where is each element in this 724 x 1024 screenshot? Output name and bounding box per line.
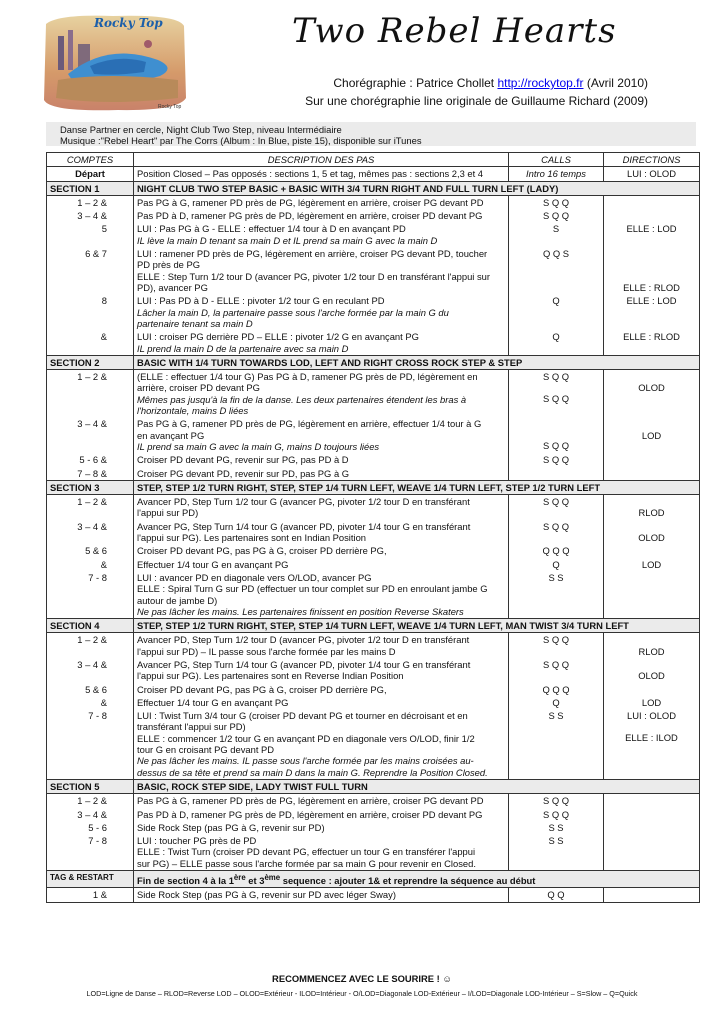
step-call-value: Q Q S [542, 248, 570, 260]
depart-calls: Intro 16 temps [509, 167, 604, 181]
step-row [47, 834, 700, 870]
step-row [47, 571, 700, 619]
step-description [134, 209, 509, 222]
step-direction [604, 495, 700, 520]
step-call [509, 558, 604, 571]
step-count: 7 - 8 [47, 571, 134, 619]
step-direction-value: ELLE : RLOD [623, 282, 680, 294]
tag-title-b: et 3 [245, 875, 265, 887]
step-call [509, 195, 604, 209]
step-description-line: Pas PD à D, ramener PG près de PD, légèrement en arrière, croiser PD devant PG [137, 808, 483, 820]
step-description-line: LUI : Pas PD à D - ELLE : pivoter 1/2 tour G en reculant PD [137, 295, 385, 307]
section-label: SECTION 4 [47, 619, 134, 633]
step-call-value: S S [548, 571, 564, 583]
step-count: 1 – 2 & [47, 370, 134, 418]
step-note: l'horizontale, mains D liées [137, 405, 249, 417]
step-call-value: Q [552, 558, 560, 570]
step-description-line: LUI : ramener PD près de PG, légèrement en arrière, croiser PG devant PD, toucher [137, 248, 488, 260]
step-description-line: Side Rock Step (pas PG à G, revenir sur PD) [137, 821, 325, 833]
step-call-value: S Q Q [542, 658, 570, 670]
step-description-line: sur PG) – ELLE passe sous l'arche formée par sa main G pour revenir en Closed. [137, 857, 476, 869]
step-row [47, 821, 700, 834]
step-row [47, 195, 700, 209]
step-description-line: l'appui sur PD) [137, 507, 199, 519]
step-row [47, 467, 700, 481]
step-description-line: (ELLE : effectuer 1/4 tour G) Pas PG à D, ramener PG près de PD, légèrement en [137, 371, 478, 383]
depart-direction: LUI : OLOD [604, 167, 700, 181]
step-direction [604, 544, 700, 557]
step-call [509, 696, 604, 709]
step-direction-value: ELLE : RLOD [623, 331, 680, 343]
step-description [134, 294, 509, 330]
section-header-row [47, 355, 700, 369]
section-header-row [47, 619, 700, 633]
step-call [509, 495, 604, 520]
step-direction [604, 558, 700, 571]
step-call [509, 633, 604, 658]
step-note: dessus de sa tête et prend sa main D dans la main G. Reprendre la Position Closed. [137, 766, 488, 778]
step-description-line: Effectuer 1/4 tour G en avançant PG [137, 558, 289, 570]
step-call [509, 247, 604, 294]
step-count: 3 – 4 & [47, 808, 134, 821]
depart-row [47, 167, 700, 181]
step-call [509, 658, 604, 683]
section-label: SECTION 2 [47, 355, 134, 369]
step-row [47, 794, 700, 808]
step-row [47, 808, 700, 821]
step-description [134, 683, 509, 696]
step-description-line: PD près de PG [137, 259, 201, 271]
step-direction-value: OLOD [638, 670, 665, 682]
step-description [134, 495, 509, 520]
step-description-line: autour de jambe D) [137, 594, 218, 606]
step-direction [604, 467, 700, 481]
step-direction-value: ELLE : LOD [626, 295, 677, 307]
step-count: 6 & 7 [47, 247, 134, 294]
step-description-line: l'appui sur PG). Les partenaires sont en Reverse Indian Position [137, 670, 404, 682]
step-call-value: Q [552, 331, 560, 343]
footer-slogan: RECOMMENCEZ AVEC LE SOURIRE ! ☺ [272, 973, 452, 984]
step-description [134, 794, 509, 808]
step-direction-value: RLOD [638, 645, 665, 657]
section-title: STEP, STEP 1/2 TURN RIGHT, STEP, STEP 1/4 TURN LEFT, WEAVE 1/4 TURN LEFT, STEP 1/2 TURN LEFT [134, 480, 700, 494]
step-call [509, 571, 604, 619]
step-description [134, 709, 509, 779]
step-count: 7 - 8 [47, 834, 134, 870]
step-description [134, 467, 509, 481]
step-direction [604, 370, 700, 418]
section-label: SECTION 1 [47, 181, 134, 195]
step-call-value: S S [548, 821, 564, 833]
step-call-value-2: S Q Q [542, 393, 570, 405]
tag-title-sup1: ère [233, 873, 246, 883]
step-call [509, 453, 604, 466]
table-header-row [47, 153, 700, 167]
step-description [134, 544, 509, 557]
step-description-line: Pas PD à D, ramener PG près de PD, légèrement en arrière, croiser PD devant PG [137, 210, 483, 222]
step-direction-value: OLOD [638, 532, 665, 544]
step-direction-value: LOD [641, 558, 662, 570]
dance-info-box [46, 122, 696, 146]
step-row [47, 209, 700, 222]
step-description [134, 571, 509, 619]
step-row [47, 417, 700, 453]
step-description-line: en avançant PG [137, 429, 205, 441]
original-choreography-line: Sur une chorégraphie line originale de Guillaume Richard (2009) [305, 94, 648, 108]
step-direction [604, 658, 700, 683]
step-description-line: Croiser PG devant PD, revenir sur PD, pas PG à G [137, 467, 350, 479]
step-call [509, 544, 604, 557]
step-call-value: S [552, 223, 560, 235]
step-call [509, 294, 604, 330]
step-description-line: arrière, croiser PD devant PG [137, 382, 260, 394]
step-call-value: S S [548, 835, 564, 847]
step-description-line: ELLE : Twist Turn (croiser PD devant PG, effectuer un tour G en transférer l'appui [137, 846, 476, 858]
step-description [134, 696, 509, 709]
step-description-line: Effectuer 1/4 tour G en avançant PG [137, 696, 289, 708]
step-direction [604, 794, 700, 808]
step-direction-value: LOD [641, 696, 662, 708]
step-row [47, 696, 700, 709]
step-count: 1 – 2 & [47, 195, 134, 209]
step-call-value: S Q Q [542, 634, 570, 646]
choreographer-line [333, 78, 648, 89]
step-count: 1 – 2 & [47, 495, 134, 520]
section-header-row [47, 480, 700, 494]
step-direction [604, 417, 700, 453]
step-row [47, 330, 700, 355]
step-note: Ne pas lâcher les mains. Les partenaires finissent en position Reverse Skaters [137, 605, 464, 617]
tag-restart-header-row [47, 871, 700, 888]
step-direction [604, 330, 700, 355]
step-direction [604, 571, 700, 619]
step-sheet-table [46, 152, 700, 903]
step-description [134, 222, 509, 247]
section-title: NIGHT CLUB TWO STEP BASIC + BASIC WITH 3/4 TURN RIGHT AND FULL TURN LEFT (LADY) [134, 181, 700, 195]
step-direction [604, 453, 700, 466]
step-count: 1 – 2 & [47, 633, 134, 658]
section-label: SECTION 5 [47, 779, 134, 793]
step-call [509, 794, 604, 808]
step-direction-value: ELLE : LOD [626, 223, 677, 235]
step-row [47, 222, 700, 247]
tag-title-sup2: ème [264, 873, 281, 883]
section-title: BASIC WITH 1/4 TURN TOWARDS LOD, LEFT AND RIGHT CROSS ROCK STEP & STEP [134, 355, 700, 369]
logo-text: Rocky Top [94, 16, 163, 30]
step-direction [604, 821, 700, 834]
section-title: BASIC, ROCK STEP SIDE, LADY TWIST FULL TURN [134, 779, 700, 793]
step-description [134, 520, 509, 545]
step-description-line: LUI : avancer PD en diagonale vers O/LOD, avancer PG [137, 571, 372, 583]
step-count: 3 – 4 & [47, 658, 134, 683]
step-description-line: Croiser PD devant PG, pas PG à G, croiser PD derrière PG, [137, 683, 387, 695]
step-call-value: S Q Q [542, 520, 570, 532]
rockytop-link[interactable]: http://rockytop.fr [497, 76, 584, 90]
table-body [47, 167, 700, 902]
step-call [509, 520, 604, 545]
step-row [47, 520, 700, 545]
step-description-line: ELLE : commencer 1/2 tour G en avançant PD en diagonale vers O/LOD, finir 1/2 [137, 732, 475, 744]
step-direction [604, 520, 700, 545]
dance-title: Two Rebel Hearts [292, 11, 617, 51]
step-description-line: LUI : toucher PG près de PD [137, 835, 257, 847]
step-call-value: S Q Q [542, 371, 570, 383]
step-description-line: PD), avancer PG [137, 281, 208, 293]
step-call-value: S Q Q [542, 795, 570, 807]
tag-label: TAG & RESTART [47, 871, 134, 888]
step-description [134, 195, 509, 209]
step-call [509, 821, 604, 834]
tag-count: 1 & [47, 888, 134, 902]
step-call [509, 222, 604, 247]
step-call-value: S Q Q [542, 808, 570, 820]
step-count: 8 [47, 294, 134, 330]
footer-legend: LOD=Ligne de Danse – RLOD=Reverse LOD – OLOD=Extérieur - ILOD=Intérieur - O/LOD=Diagonale LOD-Extérieur – I/LOD=Diagonale LOD-Intérieur – S=Slow – Q=Quick [86, 989, 638, 998]
header-directions: DIRECTIONS [604, 153, 700, 167]
tag-title-c: sequence : ajouter 1& et reprendre la séquence au début [280, 875, 536, 887]
step-direction-value: LUI : OLOD [627, 710, 676, 722]
step-direction-value: RLOD [638, 507, 665, 519]
header-description: DESCRIPTION DES PAS [134, 153, 509, 167]
step-description-line: ELLE : Spiral Turn G sur PD (effectuer un tour complet sur PD en enroulant jambe G [137, 583, 488, 595]
step-description [134, 808, 509, 821]
step-description-line: Avancer PD, Step Turn 1/2 tour D (avancer PG, pivoter 1/2 tour D en transférant [137, 634, 470, 646]
step-direction [604, 709, 700, 779]
step-direction [604, 633, 700, 658]
choreographer-text: Chorégraphie : Patrice Chollet [333, 76, 498, 90]
step-description-line: ELLE : Step Turn 1/2 tour D (avancer PG, pivoter 1/2 tour D en transférant l'appui sur [137, 270, 491, 282]
step-row [47, 633, 700, 658]
step-row [47, 558, 700, 571]
step-description-line: Croiser PD devant PG, revenir sur PG, pas PD à D [137, 454, 349, 466]
step-description-line: l'appui sur PG). Les partenaires sont en Indian Position [137, 532, 367, 544]
step-note: Mêmes pas jusqu'à la fin de la danse. Les deux partenaires étendent les bras à [137, 393, 467, 405]
step-direction [604, 195, 700, 209]
step-call-value: Q [552, 696, 560, 708]
step-description [134, 247, 509, 294]
step-row [47, 495, 700, 520]
step-note: IL prend sa main G avec la main G, mains D toujours liées [137, 440, 380, 452]
tag-title-a: Fin de section 4 à la 1 [137, 875, 234, 887]
step-direction [604, 222, 700, 247]
depart-description: Position Closed – Pas opposés : sections 1, 5 et tag, mêmes pas : sections 2,3 et 4 [134, 167, 509, 181]
step-call [509, 467, 604, 481]
step-row [47, 370, 700, 418]
step-description-line: LUI : croiser PG derrière PD – ELLE : pivoter 1/2 G en avançant PG [137, 331, 419, 343]
section-title: STEP, STEP 1/2 TURN RIGHT, STEP, STEP 1/4 TURN LEFT, WEAVE 1/4 TURN LEFT, MAN TWIST 3/4 TURN LEFT [134, 619, 700, 633]
step-call-value: S S [548, 710, 564, 722]
step-call [509, 209, 604, 222]
step-call-value: S Q Q [542, 496, 570, 508]
step-row [47, 453, 700, 466]
step-call-value-2: S Q Q [542, 440, 570, 452]
step-note: IL lève la main D tenant sa main D et IL prend sa main G avec la main D [137, 234, 438, 246]
step-row [47, 247, 700, 294]
step-row [47, 658, 700, 683]
step-count: 5 - 6 [47, 821, 134, 834]
step-count: 7 - 8 [47, 709, 134, 779]
step-count: & [47, 696, 134, 709]
step-direction [604, 808, 700, 821]
music-line: Musique :"Rebel Heart" par The Corrs (Album : In Blue, piste 15), disponible sur iTunes [60, 135, 422, 146]
step-call-value: S Q Q [542, 210, 570, 222]
step-call-value: Q Q Q [542, 683, 570, 695]
step-description-line: Pas PG à G, ramener PD près de PG, légèrement en arrière, croiser PG devant PD [137, 795, 484, 807]
step-description [134, 558, 509, 571]
step-direction [604, 247, 700, 294]
step-description [134, 330, 509, 355]
step-description [134, 658, 509, 683]
step-note: Ne pas lâcher les mains. IL passe sous l'arche formée par les mains croisées au- [137, 755, 474, 767]
step-direction [604, 209, 700, 222]
step-description-line: Avancer PD, Step Turn 1/2 tour G (avancer PG, pivoter 1/2 tour D en transférant [137, 496, 470, 508]
section-header-row [47, 181, 700, 195]
step-call [509, 330, 604, 355]
step-count: & [47, 558, 134, 571]
step-count: 5 - 6 & [47, 453, 134, 466]
step-note: IL prend la main D de la partenaire avec sa main D [137, 342, 349, 354]
step-count: & [47, 330, 134, 355]
step-call [509, 417, 604, 453]
step-description-line: LUI : Pas PG à G - ELLE : effectuer 1/4 tour à D en avançant PD [137, 223, 406, 235]
step-description-line: l'appui sur PD) – IL passe sous l'arche formée par les mains D [137, 645, 396, 657]
step-direction-value: OLOD [638, 382, 665, 394]
step-description [134, 834, 509, 870]
logo-small-text: Rocky Top [158, 104, 182, 110]
step-count: 3 – 4 & [47, 209, 134, 222]
step-direction-value-2: ELLE : ILOD [625, 732, 678, 744]
step-description-line: LUI : Twist Turn 3/4 tour G (croiser PD devant PG et tourner en décroisant et en [137, 710, 468, 722]
step-call-value: S Q Q [542, 196, 570, 208]
step-count: 1 – 2 & [47, 794, 134, 808]
tag-description: Side Rock Step (pas PG à G, revenir sur PD avec léger Sway) [134, 888, 509, 902]
step-direction-value: LOD [641, 429, 662, 441]
step-direction [604, 834, 700, 870]
step-row [47, 544, 700, 557]
tag-title [134, 871, 700, 888]
tag-direction [604, 888, 700, 902]
step-row [47, 683, 700, 696]
step-description [134, 821, 509, 834]
step-call [509, 808, 604, 821]
step-description-line: Avancer PG, Step Turn 1/4 tour G (avancer PD, pivoter 1/4 tour G en transférant [137, 658, 471, 670]
choreography-date: (Avril 2010) [583, 76, 648, 90]
tag-call: Q Q [509, 888, 604, 902]
section-header-row [47, 779, 700, 793]
step-call [509, 709, 604, 779]
depart-label: Départ [47, 167, 134, 181]
step-count: 3 – 4 & [47, 520, 134, 545]
step-direction [604, 294, 700, 330]
step-direction [604, 683, 700, 696]
rocky-top-logo [38, 14, 188, 112]
dance-style-line: Danse Partner en cercle, Night Club Two Step, niveau Intermédiaire [60, 124, 342, 135]
step-note: partenaire tenant sa main D [137, 317, 253, 329]
step-call [509, 834, 604, 870]
step-count: 5 [47, 222, 134, 247]
step-description-line: Avancer PG, Step Turn 1/4 tour G (avancer PD, pivoter 1/4 tour G en transférant [137, 520, 471, 532]
step-description-line: transférant l'appui sur PD) [137, 721, 246, 733]
step-call-value: Q [552, 295, 560, 307]
step-count: 5 & 6 [47, 544, 134, 557]
step-note: Lâcher la main D, la partenaire passe sous l'arche formée par la main G du [137, 306, 449, 318]
step-description-line: tour G en croisant PG devant PD [137, 744, 275, 756]
step-description-line: Croiser PD devant PG, pas PG à G, croiser PD derrière PG, [137, 545, 387, 557]
step-row [47, 294, 700, 330]
step-description [134, 453, 509, 466]
header-counts: COMPTES [47, 153, 134, 167]
section-label: SECTION 3 [47, 480, 134, 494]
step-call-value: Q Q Q [542, 545, 570, 557]
step-description [134, 633, 509, 658]
step-call [509, 370, 604, 418]
step-count: 7 – 8 & [47, 467, 134, 481]
step-description-line: Pas PG à G, ramener PD près de PG, légèrement en arrière, effectuer 1/4 tour à G [137, 418, 482, 430]
step-row [47, 709, 700, 779]
step-call-value: S Q Q [542, 454, 570, 466]
step-description [134, 417, 509, 453]
step-description [134, 370, 509, 418]
step-count: 3 – 4 & [47, 417, 134, 453]
header-calls: CALLS [509, 153, 604, 167]
step-count: 5 & 6 [47, 683, 134, 696]
step-description-line: Pas PG à G, ramener PD près de PG, légèrement en arrière, croiser PG devant PD [137, 196, 484, 208]
tag-step-row [47, 888, 700, 902]
step-direction [604, 696, 700, 709]
step-call [509, 683, 604, 696]
